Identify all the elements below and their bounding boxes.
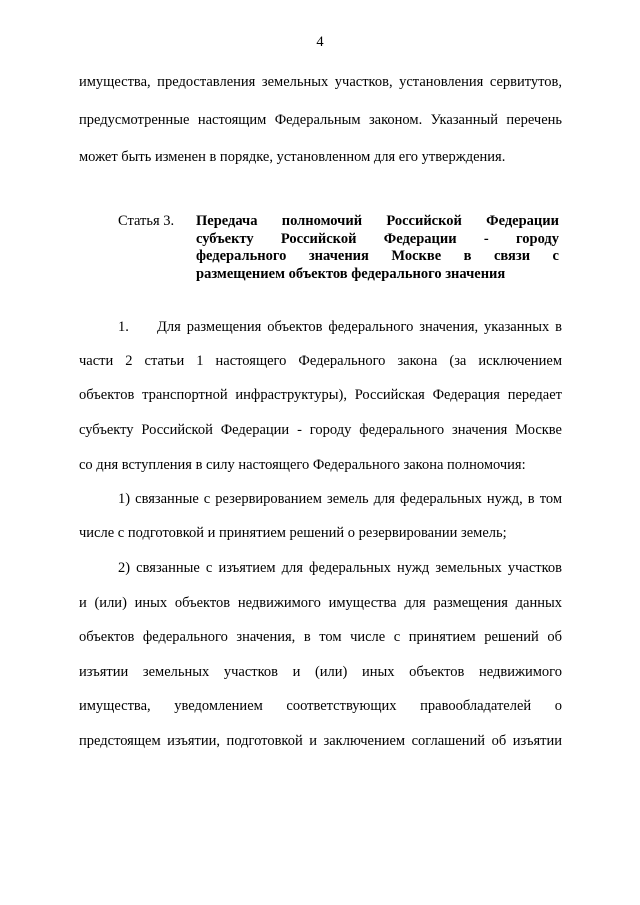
text-line: и (или) иных объектов недвижимого имущества для размещения данных [79, 595, 562, 611]
text-line: 1) связанные с резервированием земель для федеральных нужд, в том [118, 491, 562, 507]
text-line: имущества, предоставления земельных участков, установления сервитутов, [79, 74, 562, 90]
text-line: со дня вступления в силу настоящего Федерального закона полномочия: [79, 457, 526, 473]
article-title-line: субъекту Российской Федерации - городу [196, 230, 559, 247]
text-line: предстоящем изъятии, подготовкой и заключением соглашений об изъятии [79, 733, 562, 749]
text-line: объектов транспортной инфраструктуры), Российская Федерация передает [79, 387, 562, 403]
text-line: субъекту Российской Федерации - городу федерального значения Москве [79, 422, 562, 438]
text-line: объектов федерального значения, в том числе с принятием решений об [79, 629, 562, 645]
article-title-line: размещением объектов федерального значения [196, 265, 506, 282]
text-line: предусмотренные настоящим Федеральным законом. Указанный перечень [79, 112, 562, 128]
text-line: Для размещения объектов федерального значения, указанных в [157, 319, 562, 335]
text-line: изъятии земельных участков и (или) иных объектов недвижимого [79, 664, 562, 680]
page-number: 4 [316, 34, 324, 50]
text-line: 2) связанные с изъятием для федеральных нужд земельных участков [118, 560, 562, 576]
article-label: Статья 3. [118, 213, 175, 229]
paragraph-number: 1. [118, 319, 129, 335]
text-line: может быть изменен в порядке, установленном для его утверждения. [79, 149, 506, 165]
article-title-line: Передача полномочий Российской Федерации [196, 213, 559, 229]
text-line: имущества, уведомлением соответствующих правообладателей о [79, 698, 562, 714]
article-title-line: федерального значения Москве в связи с [196, 248, 559, 264]
text-line: числе с подготовкой и принятием решений о резервировании земель; [79, 525, 507, 541]
text-line: части 2 статьи 1 настоящего Федерального закона (за исключением [79, 353, 562, 369]
article-title [196, 213, 559, 283]
